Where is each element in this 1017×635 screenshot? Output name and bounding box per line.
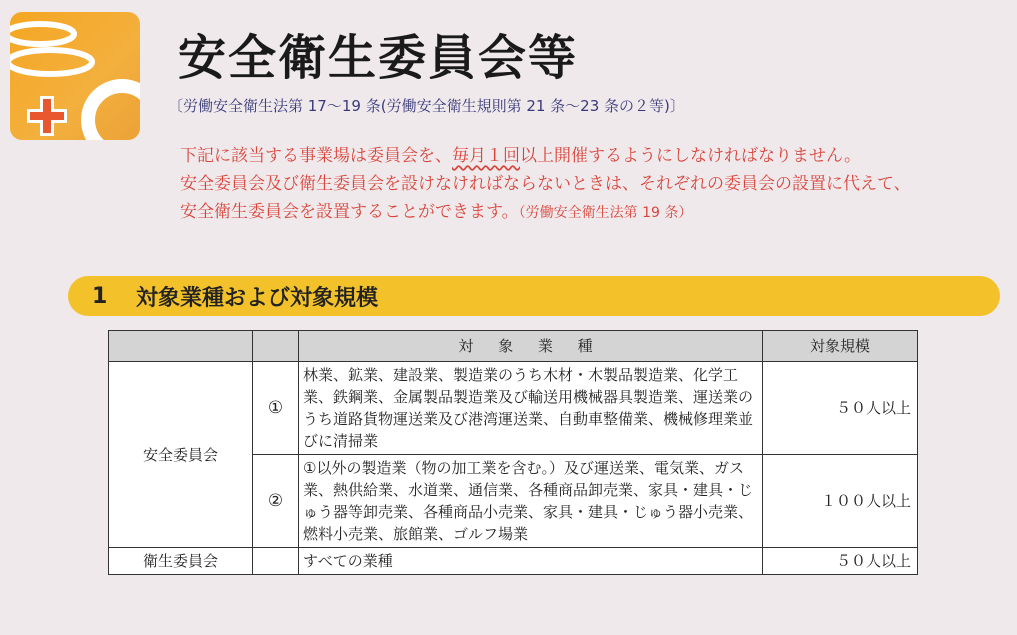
- row-number: ②: [253, 455, 299, 548]
- header-number: [253, 331, 299, 362]
- scale-cell: ５０人以上: [763, 548, 918, 575]
- industry-cell: 林業、鉱業、建設業、製造業のうち木材・木製品製造業、化学工業、鉄鋼業、金属製品製造業及び輸送用機械器具製造業、運送業のうち道路貨物運送業及び港湾運送業、自動車整備業、機械修理業並びに清掃業: [299, 362, 763, 455]
- table-row: [109, 548, 918, 575]
- scale-cell: ５０人以上: [763, 362, 918, 455]
- header-committee: [109, 331, 253, 362]
- table-header-row: [109, 331, 918, 362]
- page-title: 安全衛生委員会等: [178, 30, 579, 86]
- notice-legal-note: （労働安全衛生法第 19 条）: [518, 205, 693, 221]
- industry-cell: ①以外の製造業（物の加工業を含む。）及び運送業、電気業、ガス業、熱供給業、水道業、通信業、各種商品卸売業、家具・建具・じゅう器等卸売業、各種商品小売業、家具・建具・じゅう器小売業、燃料小売業、旅館業、ゴルフ場業: [299, 455, 763, 548]
- industry-cell: すべての業種: [299, 548, 763, 575]
- header-industry: 対 象 業 種: [299, 331, 763, 362]
- scale-cell: １００人以上: [763, 455, 918, 548]
- logo: [10, 12, 140, 140]
- row-number: [253, 548, 299, 575]
- section-number: 1: [92, 283, 108, 309]
- table-row: [109, 362, 918, 455]
- section-title: 対象業種および対象規模: [136, 285, 379, 311]
- safety-cross-logo-icon: [10, 12, 140, 140]
- header-scale: 対象規模: [763, 331, 918, 362]
- section-header: [68, 276, 1000, 316]
- notice-text: [180, 142, 1010, 227]
- notice-line-3: 安全衛生委員会を設置することができます。（労働安全衛生法第 19 条）: [180, 202, 693, 222]
- row-number: ①: [253, 362, 299, 455]
- committee-name: 安全委員会: [109, 362, 253, 548]
- frequency-emphasis: 毎月１回: [452, 146, 520, 166]
- legal-reference: 〔労働安全衛生法第 17〜19 条(労働安全衛生規則第 21 条〜23 条の２等)〕: [168, 97, 685, 115]
- notice-line-2: 安全委員会及び衛生委員会を設けなければならないときは、それぞれの委員会の設置に代えて、: [180, 174, 911, 194]
- notice-line-1: 下記に該当する事業場は委員会を、毎月１回以上開催するようにしなければなりません。: [180, 146, 862, 166]
- committee-name: 衛生委員会: [109, 548, 253, 575]
- target-industries-table: [108, 330, 918, 575]
